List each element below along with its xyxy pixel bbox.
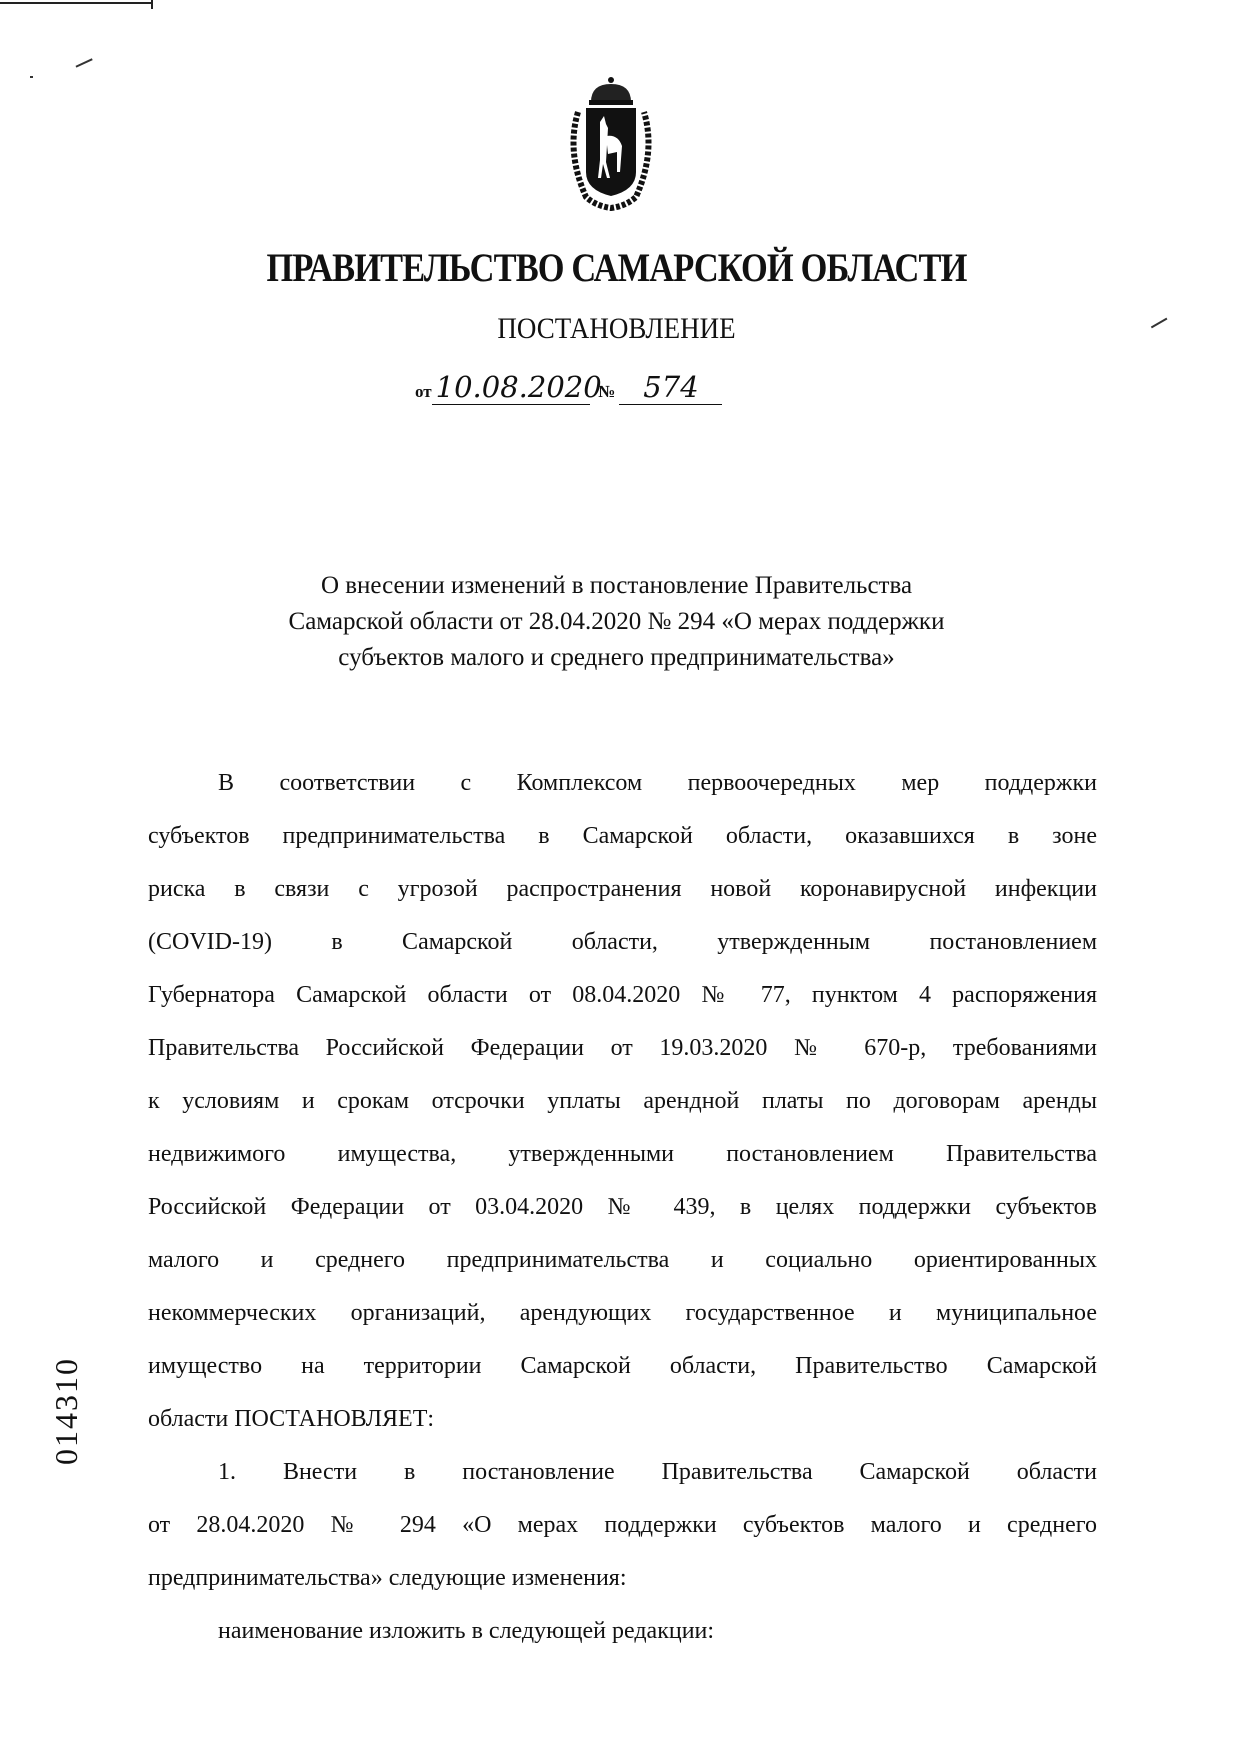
- page-edge-line: [151, 0, 153, 9]
- body-line: (COVID-19) в Самарской области, утвержденным постановлением: [148, 929, 1097, 955]
- body-line: наименование изложить в следующей редакции:: [218, 1618, 715, 1644]
- body-line: недвижимого имущества, утвержденными постановлением Правительства: [148, 1141, 1097, 1167]
- document-type: ПОСТАНОВЛЕНИЕ: [497, 312, 736, 345]
- body-line: Российской Федерации от 03.04.2020 № 439, в целях поддержки субъектов: [148, 1194, 1097, 1220]
- body-line: к условиям и срокам отсрочки уплаты арендной платы по договорам аренды: [148, 1088, 1097, 1114]
- page-edge-line: [0, 2, 152, 4]
- number-prefix: №: [598, 382, 616, 401]
- body-line: области ПОСТАНОВЛЯЕТ:: [148, 1406, 435, 1432]
- scan-speck: [76, 58, 93, 67]
- coat-of-arms-emblem: [556, 72, 666, 212]
- handwritten-number: 574: [619, 370, 722, 405]
- handwritten-date: 10.08.2020: [432, 370, 590, 405]
- registration-number: 014310: [48, 1357, 84, 1465]
- body-line: предпринимательства» следующие изменения:: [148, 1565, 627, 1591]
- document-subject: [0, 568, 1233, 676]
- body-line: риска в связи с угрозой распространения новой коронавирусной инфекции: [148, 876, 1097, 902]
- body-line: 1. Внести в постановление Правительства Самарской области: [218, 1459, 1097, 1485]
- issuer-title: ПРАВИТЕЛЬСТВО САМАРСКОЙ ОБЛАСТИ: [266, 245, 967, 290]
- body-line: субъектов предпринимательства в Самарской области, оказавшихся в зоне: [148, 823, 1097, 849]
- scan-speck: [30, 76, 33, 78]
- body-line: от 28.04.2020 № 294 «О мерах поддержки субъектов малого и среднего: [148, 1512, 1097, 1538]
- body-line: имущество на территории Самарской области, Правительство Самарской: [148, 1353, 1097, 1379]
- date-prefix: от: [415, 382, 432, 401]
- subject-line: О внесении изменений в постановление Правительства: [320, 572, 913, 599]
- date-number-line: [415, 370, 825, 405]
- subject-line: субъектов малого и среднего предпринимательства»: [338, 644, 895, 671]
- body-line: некоммерческих организаций, арендующих государственное и муниципальное: [148, 1300, 1097, 1326]
- subject-line: Самарской области от 28.04.2020 № 294 «О мерах поддержки: [288, 608, 945, 635]
- body-line: В соответствии с Комплексом первоочередных мер поддержки: [218, 770, 1097, 796]
- body-line: малого и среднего предпринимательства и социально ориентированных: [148, 1247, 1097, 1273]
- body-line: Губернатора Самарской области от 08.04.2020 № 77, пунктом 4 распоряжения: [148, 982, 1097, 1008]
- body-line: Правительства Российской Федерации от 19.03.2020 № 670-р, требованиями: [148, 1035, 1097, 1061]
